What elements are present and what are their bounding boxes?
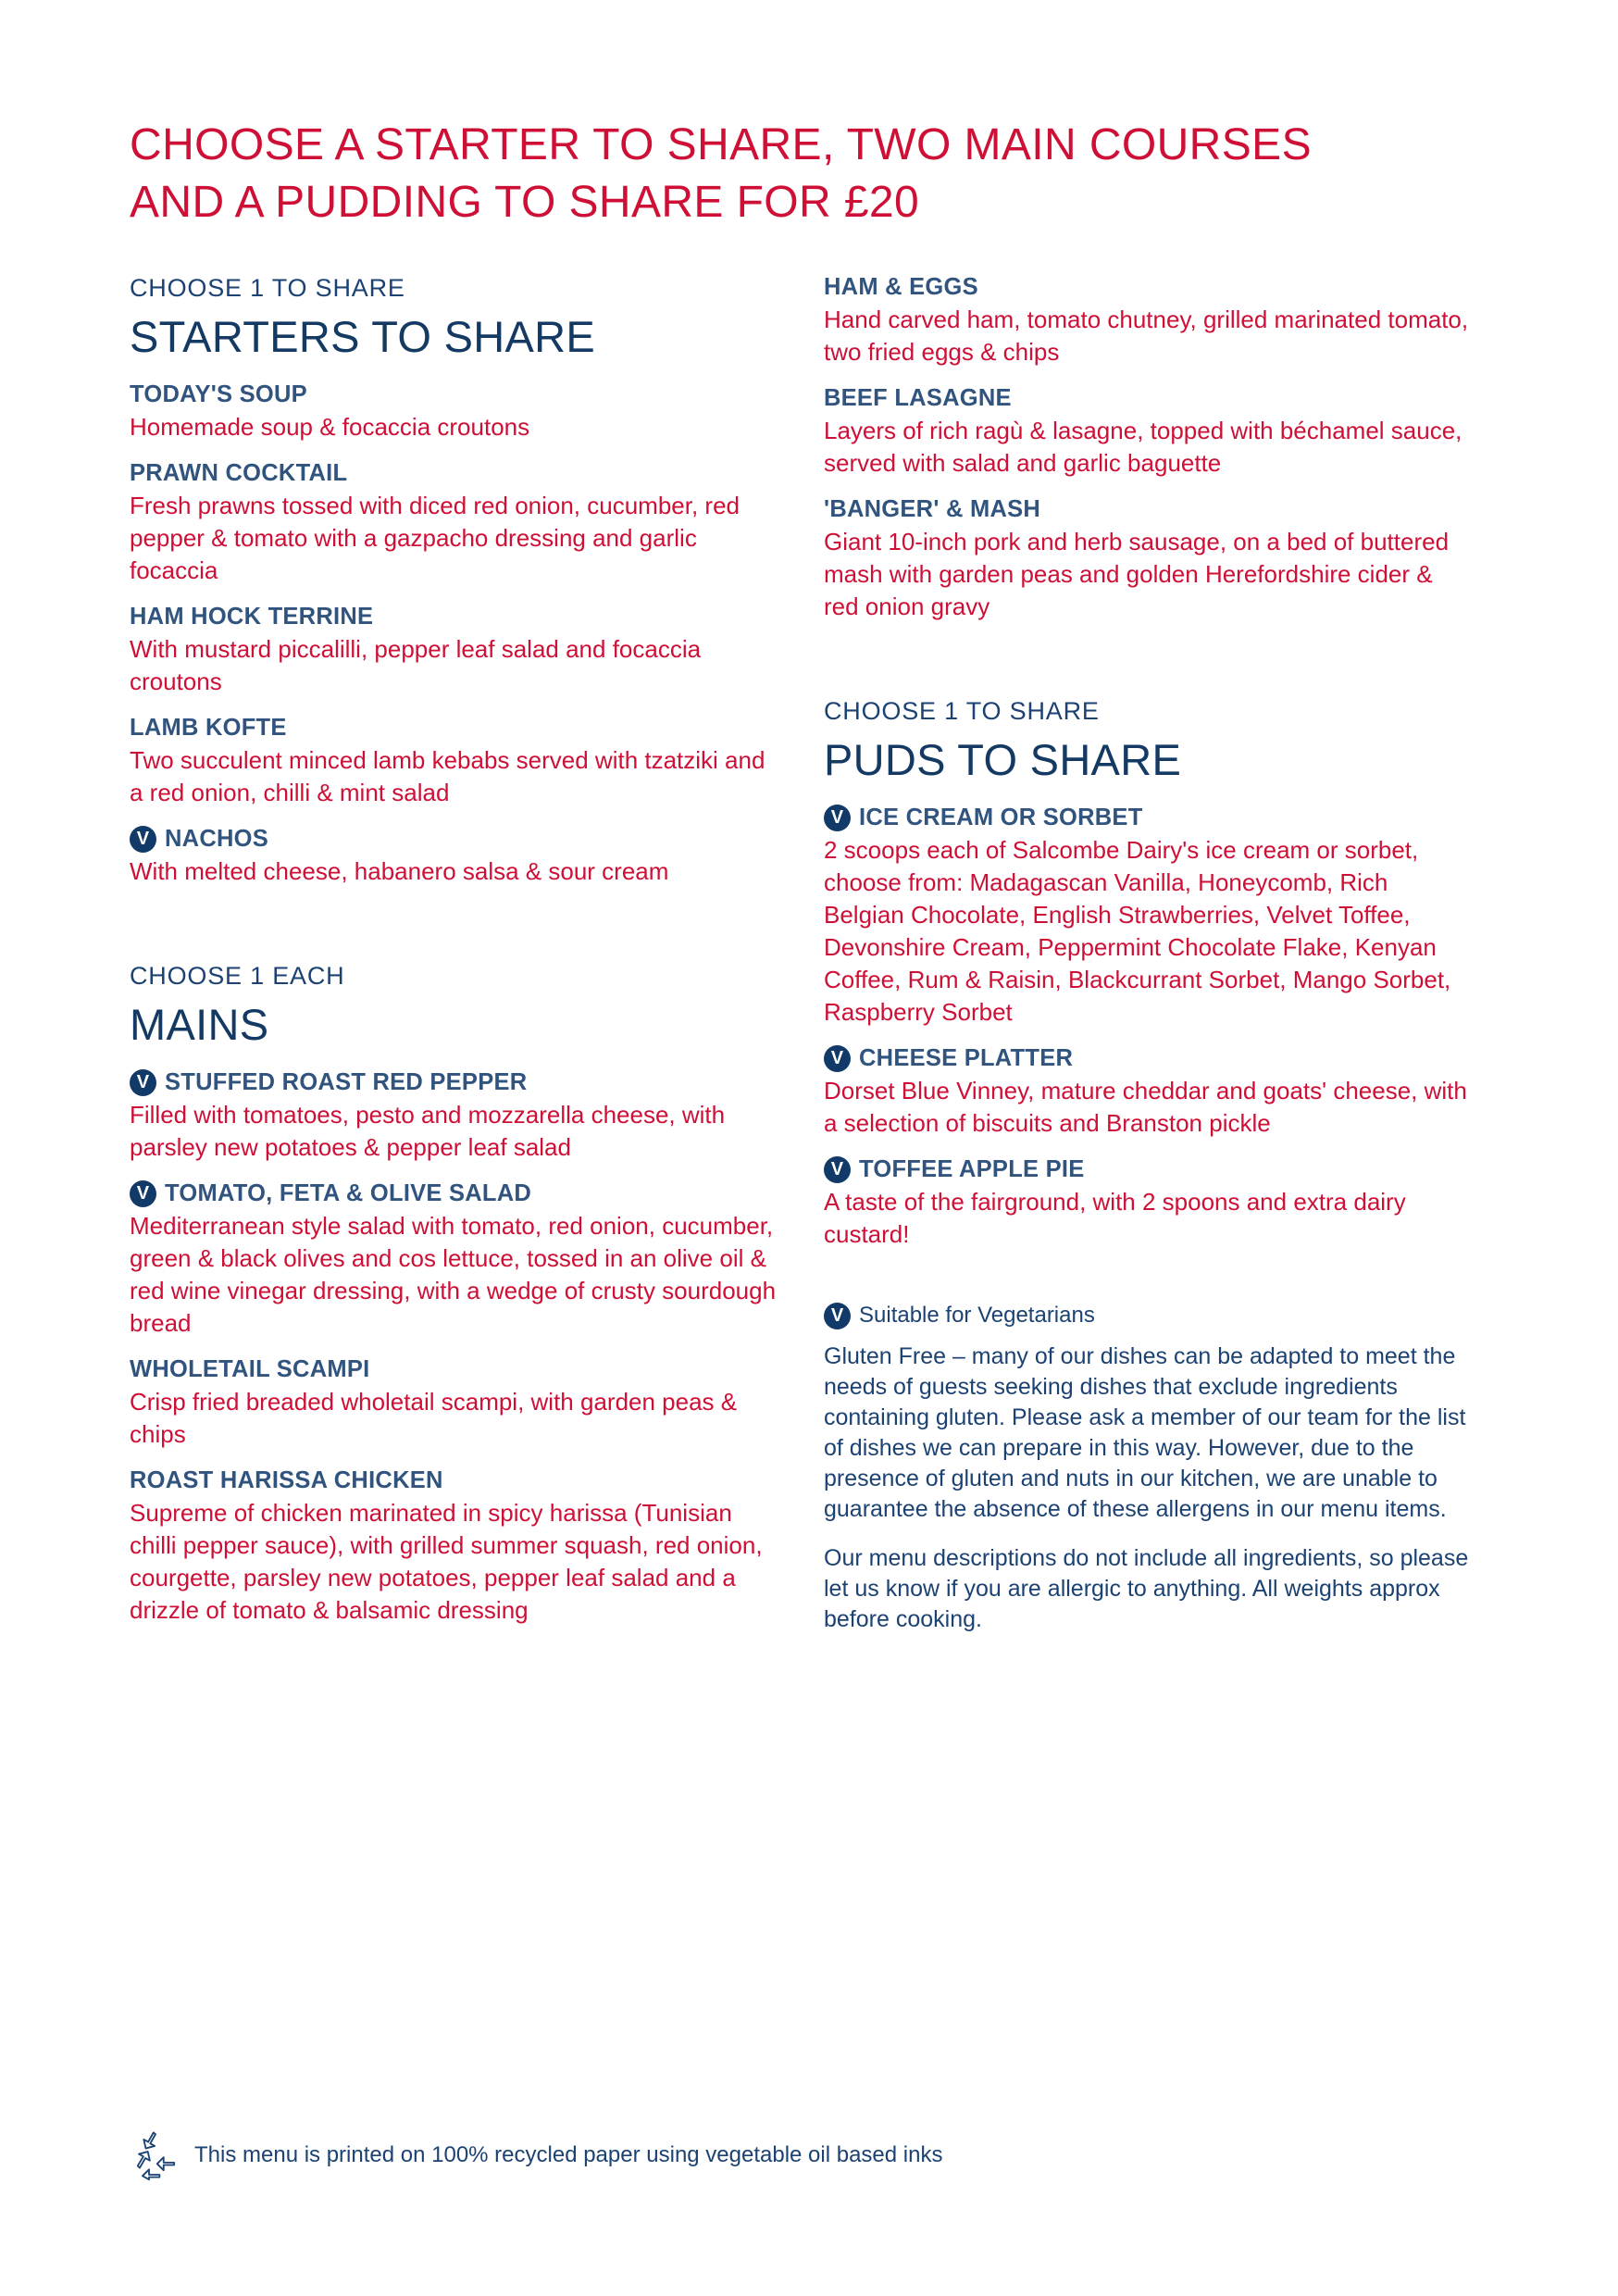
item-name [130,1354,778,1384]
section-starters [130,272,778,888]
item-description: Giant 10-inch pork and herb sausage, on a bed of buttered mash with garden peas and golden Herefordshire cider & red onion gravy [824,528,1450,620]
section-spacer [824,638,1472,695]
menu-item [130,458,778,587]
item-name [824,272,1472,302]
menu-item [824,272,1472,368]
item-description: Filled with tomatoes, pesto and mozzarella cheese, with parsley new potatoes & pepper leaf salad [130,1101,726,1161]
item-name [130,713,778,742]
item-description: Fresh prawns tossed with diced red onion, cucumber, red pepper & tomato with a gazpacho dressing and garlic focaccia [130,492,741,584]
section-mains-continued [824,272,1472,623]
menu-page [130,0,1500,2296]
item-label: PRAWN COCKTAIL [130,460,348,486]
menu-item [824,494,1472,623]
masthead-line-2: AND A PUDDING TO SHARE FOR £20 [130,178,920,227]
item-label: BEEF LASAGNE [824,385,1012,411]
item-description: 2 scoops each of Salcombe Dairy's ice cream or sorbet, choose from: Madagascan Vanilla, Honeycomb, Rich Belgian Chocolate, English Strawberries, Velvet Toffee, Devonshire Cream, Peppermint Chocolate Flake, Kenyan Coffee, Rum & Raisin, Blackcurrant Sorbet, Mango Sorbet, Raspberry Sorbet [824,836,1451,1026]
item-label: TOMATO, FETA & OLIVE SALAD [165,1180,532,1206]
item-name [130,1466,778,1495]
ingredients-note: Our menu descriptions do not include all ingredients, so please let us know if you are allergic to anything. All weights approx before cooking. [824,1545,1469,1632]
menu-item [824,383,1472,480]
menu-item [130,380,778,443]
item-label: TODAY'S SOUP [130,381,307,407]
vegetarian-badge-icon: V [824,1045,851,1072]
mains-title: MAINS [130,1000,269,1049]
menu-item [824,803,1472,1029]
item-label: STUFFED ROAST RED PEPPER [165,1069,528,1095]
item-name [130,824,778,854]
starters-title: STARTERS TO SHARE [130,312,596,361]
item-label: WHOLETAIL SCAMPI [130,1356,370,1382]
footer-text: This menu is printed on 100% recycled paper using vegetable oil based inks [194,2142,943,2167]
gluten-note: Gluten Free – many of our dishes can be adapted to meet the needs of guests seeking dishes that exclude ingredients containing gluten. Please ask a member of our team for the list of dishes we can prepare in this way. However, due to the presence of gluten and nuts in our kitchen, we are unable to guarantee the absence of these allergens in our menu items. [824,1343,1466,1522]
item-description: Hand carved ham, tomato chutney, grilled marinated tomato, two fried eggs & chips [824,306,1469,366]
left-column [130,272,778,1653]
menu-columns [130,272,1500,1653]
item-label: ROAST HARISSA CHICKEN [130,1467,443,1493]
item-label: HAM & EGGS [824,274,978,300]
item-description: Homemade soup & focaccia croutons [130,413,530,441]
item-name [130,380,778,409]
menu-item [130,1466,778,1627]
menu-item [824,1043,1472,1140]
allergen-notes [824,1301,1472,1635]
item-name [824,1043,1472,1073]
item-label: HAM HOCK TERRINE [130,604,374,630]
item-name [824,803,1472,832]
item-name [824,383,1472,413]
item-label: 'BANGER' & MASH [824,496,1041,522]
vegetarian-badge-icon: V [824,805,851,831]
item-label: ICE CREAM OR SORBET [859,805,1143,830]
section-spacer [130,903,778,960]
vegetarian-badge-icon: V [130,1180,156,1207]
right-column [824,272,1472,1653]
item-name [130,458,778,488]
vegetarian-badge-icon: V [130,826,156,853]
vegetarian-key-label: Suitable for Vegetarians [859,1303,1095,1328]
item-description: Crisp fried breaded wholetail scampi, with garden peas & chips [130,1388,738,1448]
menu-item [130,1179,778,1340]
menu-item [130,602,778,698]
item-name [130,1179,778,1208]
item-name [130,602,778,631]
item-description: With melted cheese, habanero salsa & sour cream [130,857,669,885]
item-label: CHEESE PLATTER [859,1045,1074,1071]
item-description: Supreme of chicken marinated in spicy harissa (Tunisian chilli pepper sauce), with grilled summer squash, red onion, courgette, parsley new potatoes, pepper leaf salad and a drizzle of tomato & balsamic dressing [130,1499,763,1624]
mains-eyebrow: CHOOSE 1 EACH [130,962,345,990]
section-mains [130,960,778,1627]
item-description: Mediterranean style salad with tomato, red onion, cucumber, green & black olives and cos lettuce, tossed in an olive oil & red wine vinegar dressing, with a wedge of crusty sourdough bread [130,1212,777,1337]
vegetarian-badge-icon: V [824,1303,851,1329]
item-label: NACHOS [165,826,269,852]
item-label: LAMB KOFTE [130,715,287,741]
item-description: With mustard piccalilli, pepper leaf salad and focaccia croutons [130,635,702,695]
menu-item [130,824,778,888]
page-footer [130,2129,942,2181]
item-name [130,1067,778,1097]
menu-item [130,713,778,809]
vegetarian-badge-icon: V [130,1069,156,1096]
item-description: Dorset Blue Vinney, mature cheddar and goats' cheese, with a selection of biscuits and Branston pickle [824,1077,1467,1137]
item-name [824,494,1472,524]
recycle-icon [130,2129,181,2181]
menu-masthead [130,0,1490,231]
item-description: Layers of rich ragù & lasagne, topped with béchamel sauce, served with salad and garlic baguette [824,417,1462,477]
menu-item [130,1067,778,1164]
item-name [824,1154,1472,1184]
menu-item [824,1154,1472,1251]
item-label: TOFFEE APPLE PIE [859,1156,1085,1182]
vegetarian-badge-icon: V [824,1156,851,1183]
vegetarian-key [824,1301,1472,1330]
item-description: Two succulent minced lamb kebabs served with tzatziki and a red onion, chilli & mint salad [130,746,765,806]
section-puds [824,695,1472,1251]
puds-title: PUDS TO SHARE [824,735,1182,784]
item-description: A taste of the fairground, with 2 spoons and extra dairy custard! [824,1188,1406,1248]
starters-eyebrow: CHOOSE 1 TO SHARE [130,274,405,302]
masthead-line-1: CHOOSE A STARTER TO SHARE, TWO MAIN COURSES [130,120,1312,169]
puds-eyebrow: CHOOSE 1 TO SHARE [824,697,1100,725]
menu-item [130,1354,778,1451]
